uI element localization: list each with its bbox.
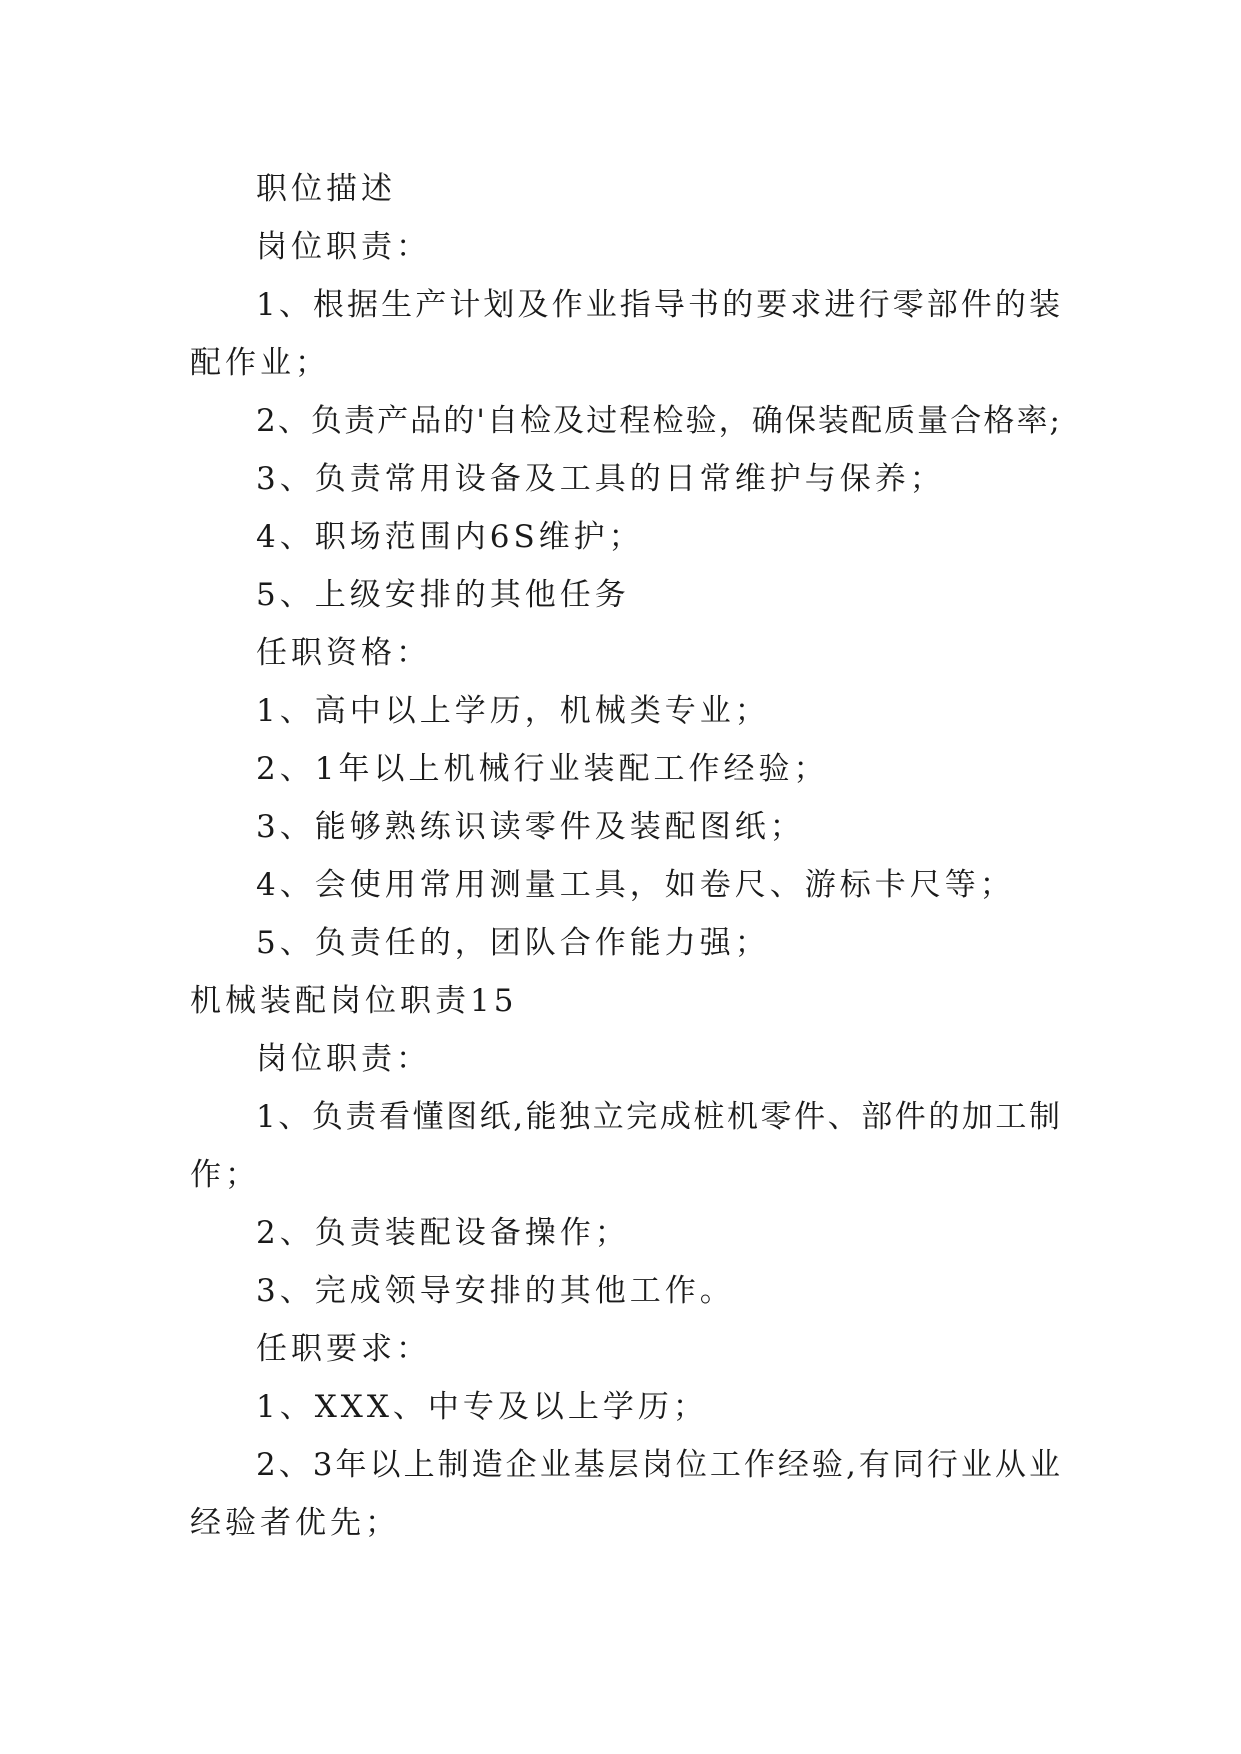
paragraph-line: 2、3年以上制造企业基层岗位工作经验,有同行业从业 bbox=[256, 1447, 1060, 1483]
paragraph-line: 2、负责装配设备操作； bbox=[256, 1215, 630, 1251]
paragraph-line: 1、高中以上学历，机械类专业； bbox=[256, 693, 770, 729]
paragraph-line: 1、根据生产计划及作业指导书的要求进行零部件的装 bbox=[256, 287, 1060, 323]
paragraph-line: 3、完成领导安排的其他工作。 bbox=[256, 1273, 735, 1309]
paragraph-line: 3、负责常用设备及工具的日常维护与保养； bbox=[256, 461, 945, 497]
paragraph-line: 2、1年以上机械行业装配工作经验； bbox=[256, 751, 829, 787]
subheading-requirements: 任职要求： bbox=[256, 1331, 431, 1367]
paragraph-line: 1、XXX、中专及以上学历； bbox=[256, 1389, 708, 1425]
section-heading-15: 机械装配岗位职责15 bbox=[190, 983, 518, 1019]
paragraph-line: 4、会使用常用测量工具，如卷尺、游标卡尺等； bbox=[256, 867, 1015, 903]
paragraph-line-continuation: 作； bbox=[190, 1157, 260, 1193]
paragraph-line: 3、能够熟练识读零件及装配图纸； bbox=[256, 809, 805, 845]
paragraph-line: 4、职场范围内6S维护； bbox=[256, 519, 644, 555]
paragraph-line-continuation: 配作业； bbox=[190, 345, 330, 381]
subheading-qualifications: 任职资格： bbox=[256, 635, 431, 671]
subheading-responsibilities: 岗位职责： bbox=[256, 1041, 431, 1077]
paragraph-line-continuation: 经验者优先； bbox=[190, 1505, 400, 1541]
paragraph-line: 5、上级安排的其他任务 bbox=[256, 577, 630, 613]
paragraph-line: 1、负责看懂图纸,能独立完成桩机零件、部件的加工制 bbox=[256, 1099, 1060, 1135]
document-body bbox=[190, 160, 1060, 1552]
subheading-responsibilities: 岗位职责： bbox=[256, 229, 431, 265]
section-heading-job-description: 职位描述 bbox=[256, 171, 396, 207]
paragraph-line: 5、负责任的，团队合作能力强； bbox=[256, 925, 770, 961]
paragraph-line: 2、负责产品的'自检及过程检验，确保装配质量合格率; bbox=[256, 403, 1060, 439]
